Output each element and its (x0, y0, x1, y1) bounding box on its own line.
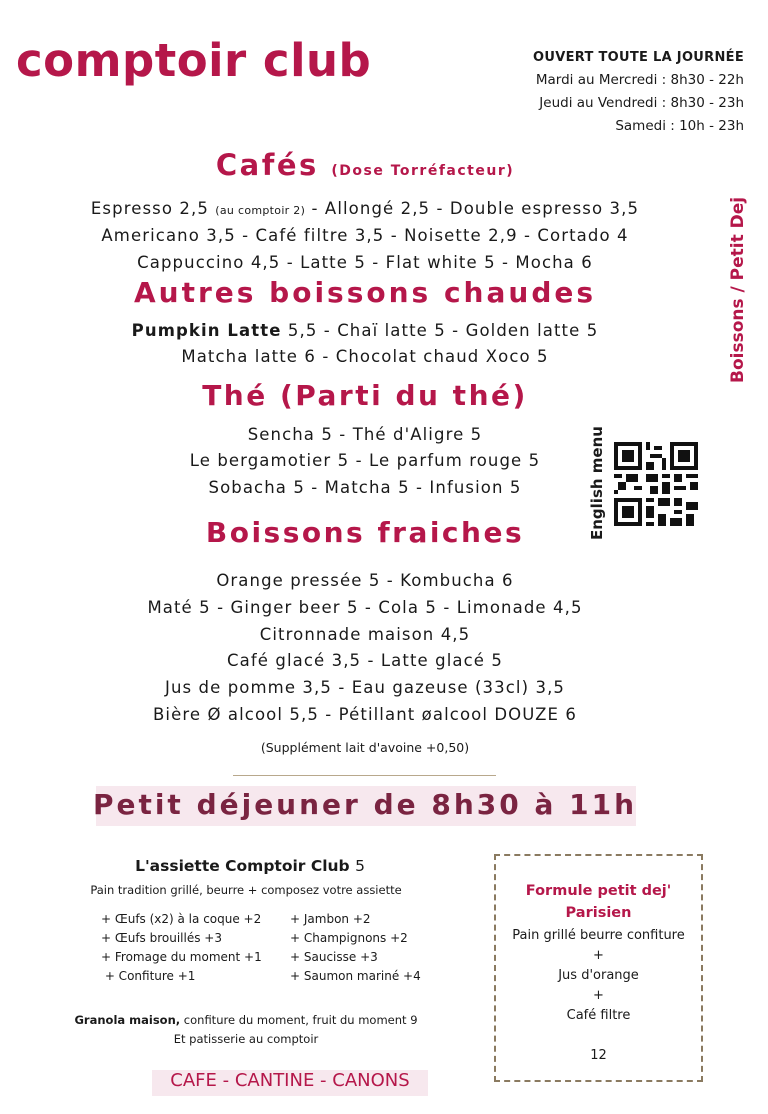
granola-desc: confiture du moment, fruit du moment 9 (180, 1013, 418, 1027)
options-col-1 (101, 910, 262, 986)
opening-hours (533, 46, 744, 138)
autres-highlight: Pumpkin Latte (131, 321, 282, 340)
cafes-line1-a: Espresso 2,5 (90, 199, 216, 218)
cafes-line1-small: (au comptoir 2) (215, 204, 306, 217)
menu-line: Cappuccino 4,5 - Latte 5 - Flat white 5 - Mocha 6 (137, 253, 593, 272)
cafes-subtitle: (Dose Torréfacteur) (331, 163, 515, 179)
option-item: + Fromage du moment +1 (101, 950, 262, 964)
options-col-2 (290, 910, 421, 986)
supplement-note: (Supplément lait d'avoine +0,50) (260, 740, 470, 755)
option-item: + Œufs brouillés +3 (101, 931, 222, 945)
qr-code-icon[interactable] (614, 442, 698, 526)
side-label: Boissons / Petit Dej (728, 196, 748, 384)
hours-title: OUVERT TOUTE LA JOURNÉE (533, 50, 744, 65)
menu-line (0, 321, 730, 340)
formule-plus: + (593, 988, 604, 1003)
autres-line1-rest: 5,5 - Chaï latte 5 - Golden latte 5 (281, 321, 599, 340)
hours-line: Jeudi au Vendredi : 8h30 - 23h (539, 95, 744, 111)
hours-line: Samedi : 10h - 23h (615, 118, 744, 134)
option-item: + Confiture +1 (101, 969, 196, 983)
petit-dej-title: Petit déjeuner de 8h30 à 11h (92, 788, 638, 821)
formule-title: Formule petit dej' (525, 883, 672, 899)
menu-line: Sobacha 5 - Matcha 5 - Infusion 5 (208, 478, 522, 497)
assiette-price: 5 (355, 857, 365, 875)
formule-price: 12 (590, 1048, 607, 1063)
formule-item: Jus d'orange (558, 968, 639, 983)
menu-line: Le bergamotier 5 - Le parfum rouge 5 (189, 451, 541, 470)
granola-title: Granola maison, (74, 1013, 181, 1027)
granola-line (30, 1013, 462, 1027)
formule-item: Pain grillé beurre confiture (512, 928, 685, 943)
menu-line: Matcha latte 6 - Chocolat chaud Xoco 5 (181, 347, 549, 366)
formule-box (494, 854, 703, 1082)
menu-line: Bière Ø alcool 5,5 - Pétillant øalcool DOUZE 6 (152, 705, 578, 724)
footer-tagline: CAFE - CANTINE - CANONS (170, 1070, 410, 1091)
section-title-fraiches: Boissons fraiches (205, 516, 525, 549)
menu-line: Café glacé 3,5 - Latte glacé 5 (227, 651, 503, 670)
formule-item: Café filtre (566, 1008, 631, 1023)
menu-line: Americano 3,5 - Café filtre 3,5 - Noisette 2,9 - Cortado 4 (101, 226, 629, 245)
menu-line (0, 199, 730, 218)
option-item: + Œufs (x2) à la coque +2 (101, 912, 262, 926)
english-menu-label: English menu (588, 426, 606, 540)
divider (233, 775, 496, 776)
option-item: + Saucisse +3 (290, 950, 378, 964)
option-item: + Saumon mariné +4 (290, 969, 421, 983)
cafes-line1-b: - Allongé 2,5 - Double espresso 3,5 (305, 199, 640, 218)
patisserie-line: Et patisserie au comptoir (173, 1032, 319, 1046)
formule-plus: + (593, 948, 604, 963)
menu-line: Jus de pomme 3,5 - Eau gazeuse (33cl) 3,5 (164, 678, 566, 697)
menu-line: Maté 5 - Ginger beer 5 - Cola 5 - Limonade 4,5 (147, 598, 583, 617)
option-item: + Champignons +2 (290, 931, 408, 945)
section-title-autres: Autres boissons chaudes (133, 276, 597, 309)
assiette-title (60, 857, 440, 875)
section-title-cafes (0, 148, 730, 182)
section-title-the: Thé (Parti du thé) (202, 379, 528, 412)
brand-title: comptoir club (16, 34, 372, 87)
formule-title-2: Parisien (565, 905, 632, 921)
assiette-name: L'assiette Comptoir Club (135, 857, 350, 875)
hours-line: Mardi au Mercredi : 8h30 - 22h (535, 72, 744, 88)
menu-line: Citronnade maison 4,5 (259, 625, 471, 644)
cafes-title: Cafés (215, 148, 319, 182)
menu-line: Orange pressée 5 - Kombucha 6 (216, 571, 514, 590)
option-item: + Jambon +2 (290, 912, 371, 926)
menu-line: Sencha 5 - Thé d'Aligre 5 (247, 425, 483, 444)
assiette-desc: Pain tradition grillé, beurre + composez votre assiette (90, 883, 402, 897)
